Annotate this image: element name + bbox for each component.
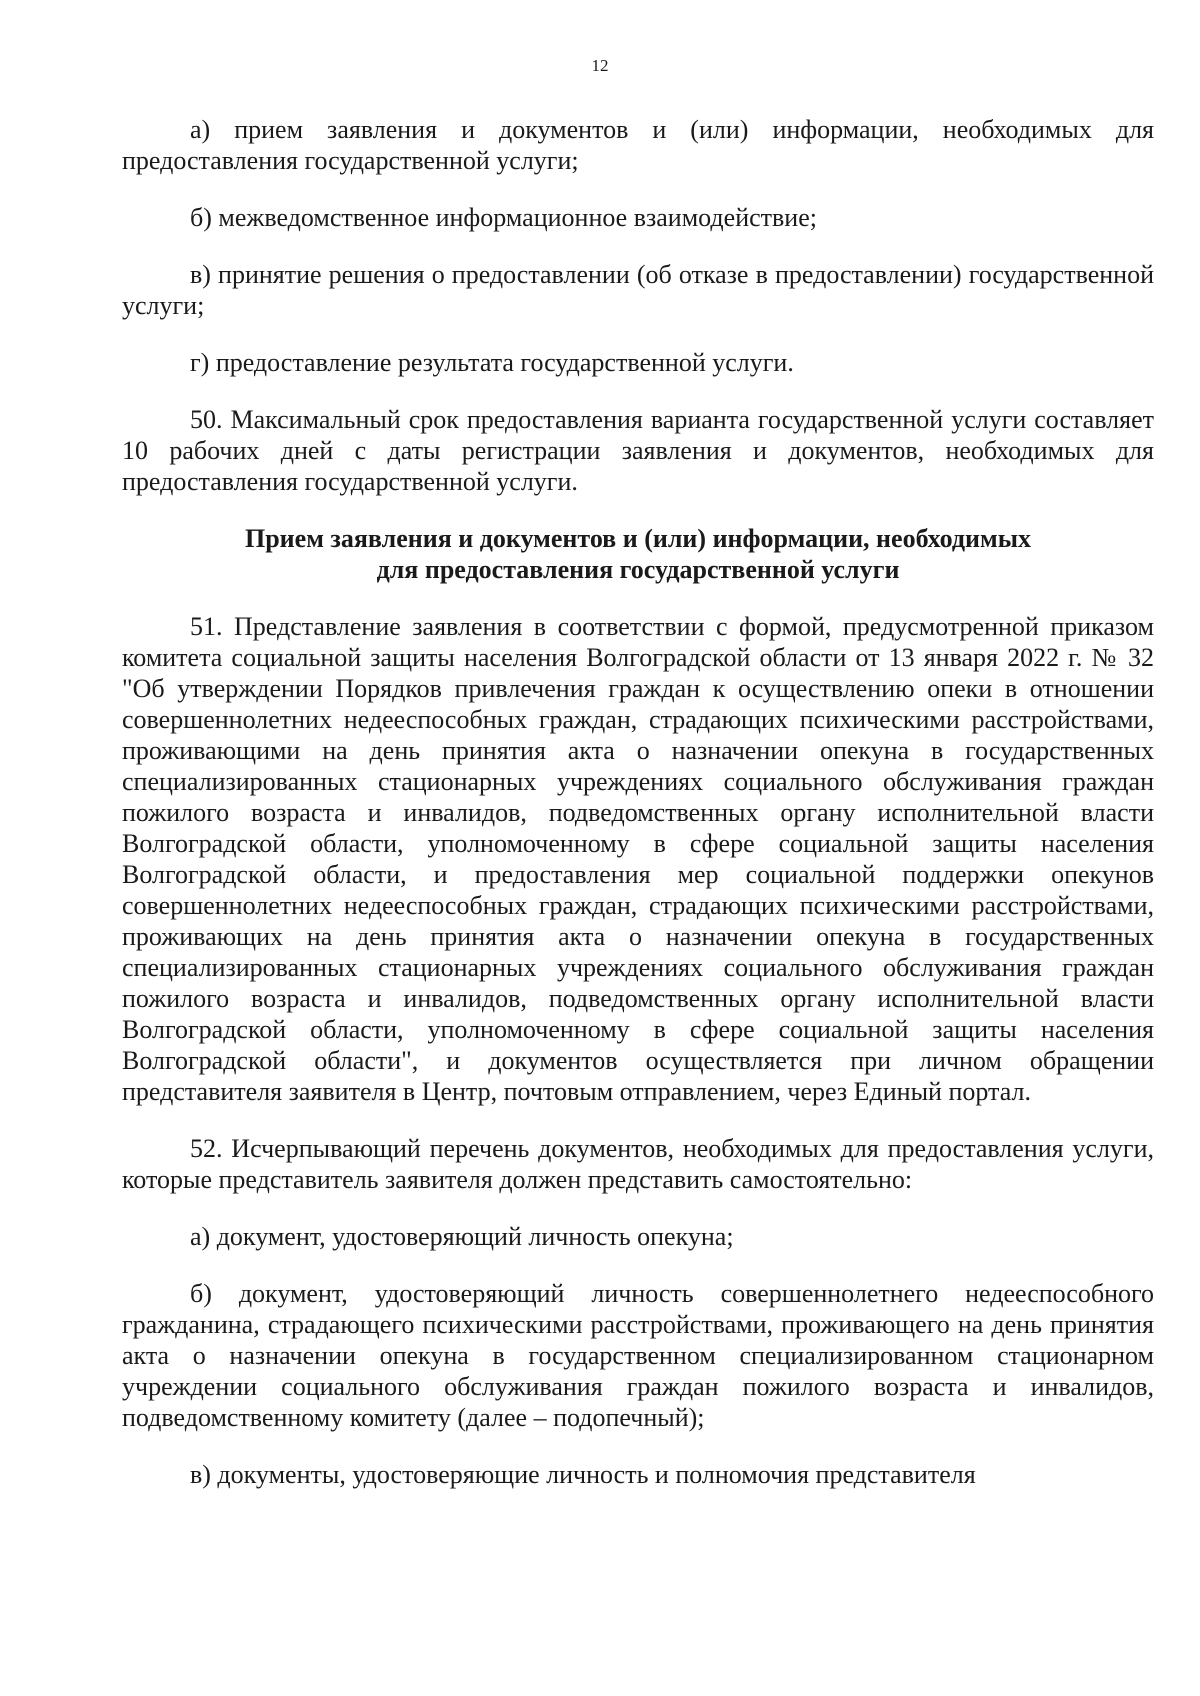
clause-50: 50. Максимальный срок предоставления варианта государственной услуги составляет 10 рабочих дней с даты регистрации заявления и документов, необходимых для предоставления государственной услуги. [122,405,1154,496]
list-item-v: в) принятие решения о предоставлении (об отказе в предоставлении) государственной услуги; [122,260,1154,320]
section-heading-line-1: Прием заявления и документов и (или) информации, необходимых [244,524,1031,553]
document-body [122,114,1154,1516]
list-item-b: б) межведомственное информационное взаимодействие; [190,203,817,232]
section-heading [122,523,1154,585]
clause-51: 51. Представление заявления в соответствии с формой, предусмотренной приказом комитета социальной защиты населения Волгоградской области от 13 января 2022 г. № 32 "Об утверждении Порядков привлечения граждан к осуществлению опеки в отношении совершеннолетних недееспособных граждан, страдающих психическими расстройствами, проживающими на день принятия акта о назначении опекуна в государственных специализированных стационарных учреждениях социального обслуживания граждан пожилого возраста и инвалидов, подведомственных органу исполнительной власти Волгоградской области, уполномоченному в сфере социальной защиты населения Волгоградской области, и предоставления мер социальной поддержки опекунов совершеннолетних недееспособных граждан, страдающих психическими расстройствами, проживающих на день принятия акта о назначении опекуна в государственных специализированных стационарных учреждениях социального обслуживания граждан пожилого возраста и инвалидов, подведомственных органу исполнительной власти Волгоградской области, уполномоченному в сфере социальной защиты населения Волгоградской области", и документов осуществляется при личном обращении представителя заявителя в Центр, почтовым отправлением, через Единый портал. [122,612,1154,1106]
section-heading-line-2: для предоставления государственной услуги [376,555,900,584]
page-number: 12 [591,56,609,75]
document-item-v: в) документы, удостоверяющие личность и полномочия представителя [190,1460,976,1489]
list-item-g: г) предоставление результата государственной услуги. [190,348,794,377]
document-item-a: а) документ, удостоверяющий личность опекуна; [190,1222,734,1251]
clause-52: 52. Исчерпывающий перечень документов, необходимых для предоставления услуги, которые представитель заявителя должен представить самостоятельно: [122,1134,1154,1194]
list-item-a: а) прием заявления и документов и (или) информации, необходимых для предоставления государственной услуги; [122,115,1154,175]
document-item-b: б) документ, удостоверяющий личность совершеннолетнего недееспособного гражданина, страдающего психическими расстройствами, проживающего на день принятия акта о назначении опекуна в государственном специализированном стационарном учреждении социального обслуживания граждан пожилого возраста и инвалидов, подведомственному комитету (далее – подопечный); [122,1279,1154,1432]
